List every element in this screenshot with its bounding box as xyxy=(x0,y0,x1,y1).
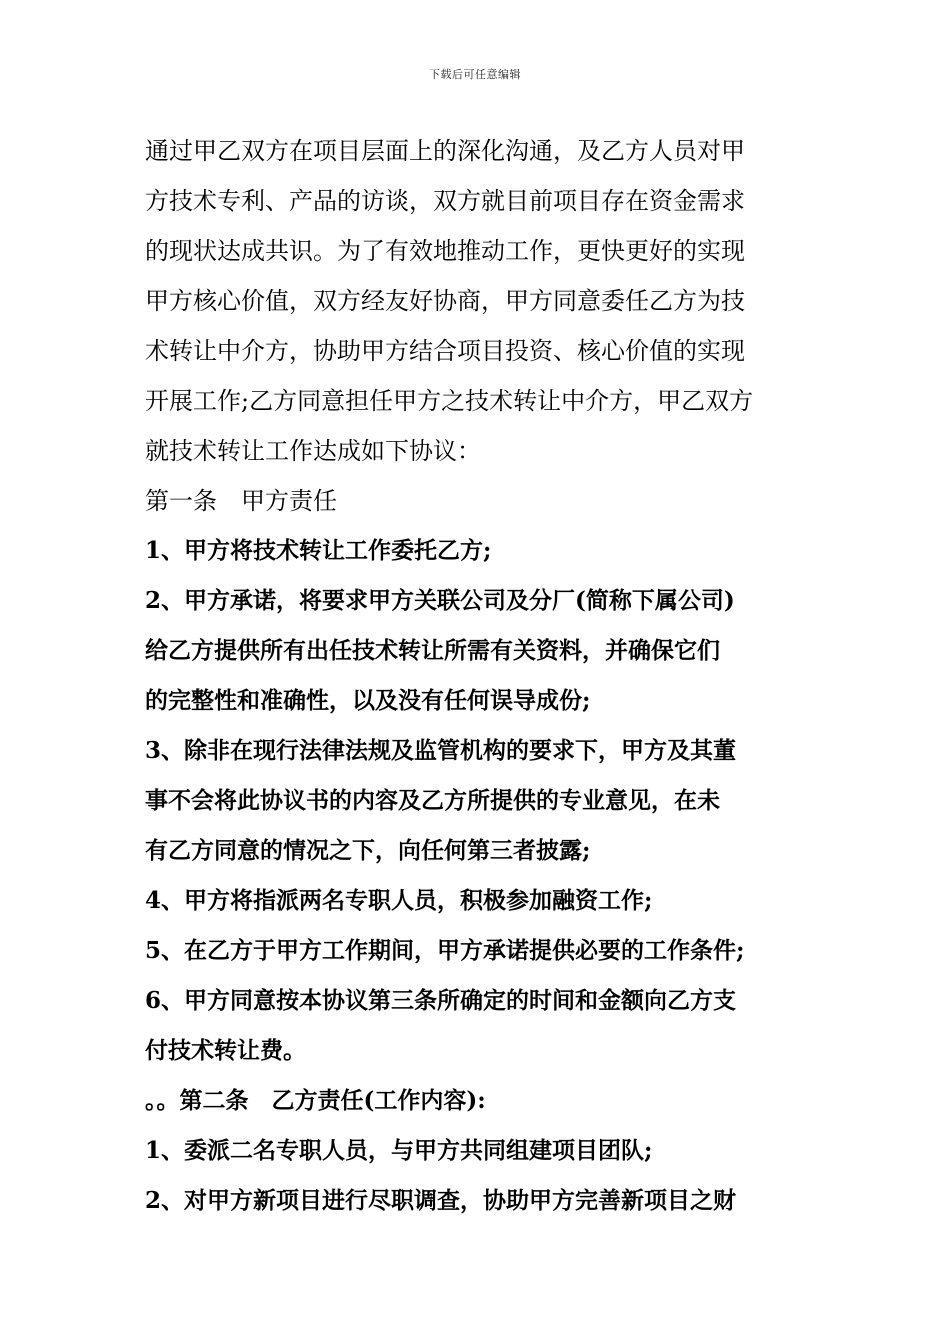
paragraph-line: 通过甲乙双方在项目层面上的深化沟通，及乙方人员对甲 xyxy=(145,137,745,165)
paragraph-line: 的现状达成共识。为了有效地推动工作，更快更好的实现 xyxy=(145,237,745,265)
paragraph-line: 事不会将此协议书的内容及乙方所提供的专业意见，在未 xyxy=(145,787,720,814)
paragraph-line: 就技术转让工作达成如下协议： xyxy=(145,437,481,465)
paragraph-line: 的完整性和准确性，以及没有任何误导成份; xyxy=(145,687,591,714)
paragraph-line: 甲方核心价值，双方经友好协商，甲方同意委任乙方为技 xyxy=(145,287,745,315)
paragraph-line: 2、甲方承诺，将要求甲方关联公司及分厂(简称下属公司) xyxy=(145,587,735,614)
paragraph-line: 2、对甲方新项目进行尽职调查，协助甲方完善新项目之财 xyxy=(145,1187,737,1214)
paragraph-line: 3、除非在现行法律法规及监管机构的要求下，甲方及其董 xyxy=(145,737,737,764)
paragraph-line: 付技术转让费。 xyxy=(145,1037,306,1064)
paragraph-line: 。。第二条 乙方责任(工作内容): xyxy=(145,1087,486,1114)
paragraph-line: 有乙方同意的情况之下，向任何第三者披露; xyxy=(145,837,591,864)
paragraph-line: 术转让中介方，协助甲方结合项目投资、核心价值的实现 xyxy=(145,337,745,365)
paragraph-line: 给乙方提供所有出任技术转让所需有关资料，并确保它们 xyxy=(145,637,720,664)
page-header-note: 下载后可任意编辑 xyxy=(429,68,521,81)
document-body xyxy=(145,126,825,1226)
paragraph-line: 第一条 甲方责任 xyxy=(145,487,337,515)
paragraph-line: 方技术专利、产品的访谈，双方就目前项目存在资金需求 xyxy=(145,187,745,215)
paragraph-line: 4、甲方将指派两名专职人员，积极参加融资工作; xyxy=(145,887,653,914)
paragraph-line: 1、委派二名专职人员，与甲方共同组建项目团队; xyxy=(145,1137,653,1164)
paragraph-line: 1、甲方将技术转让工作委托乙方; xyxy=(145,537,492,564)
paragraph-line: 6、甲方同意按本协议第三条所确定的时间和金额向乙方支 xyxy=(145,987,737,1014)
paragraph-line: 开展工作;乙方同意担任甲方之技术转让中介方，甲乙双方 xyxy=(145,387,754,415)
paragraph-line: 5、在乙方于甲方工作期间，甲方承诺提供必要的工作条件; xyxy=(145,937,745,964)
